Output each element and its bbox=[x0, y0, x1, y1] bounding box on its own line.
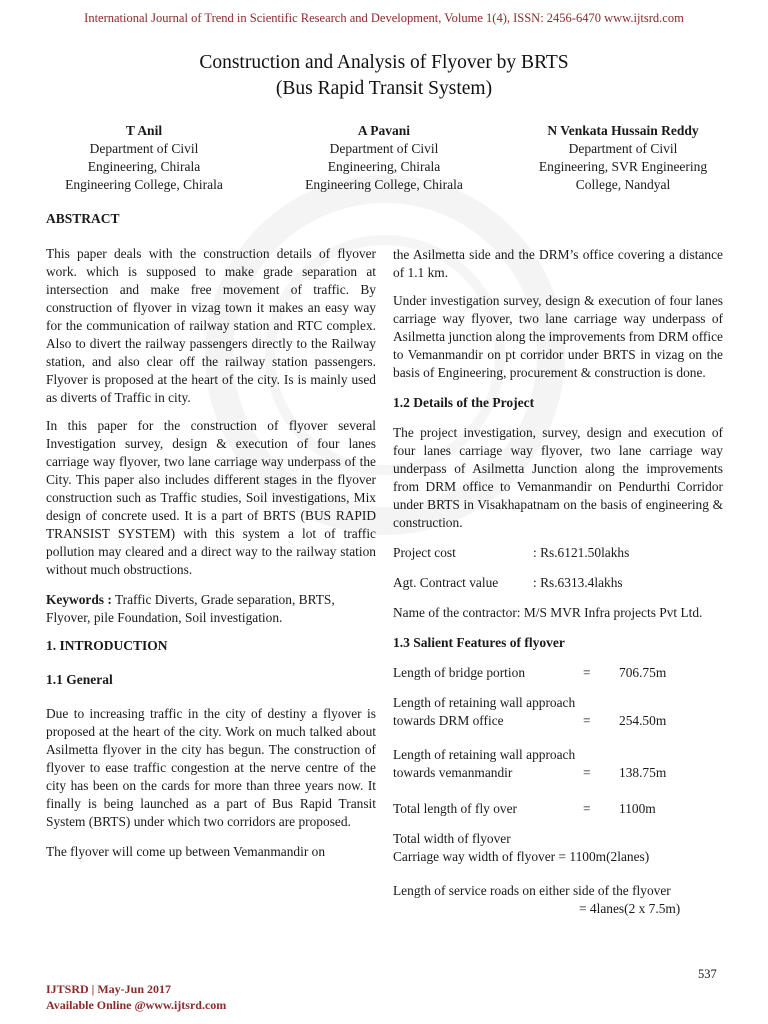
author-affiliation: Department of Civil bbox=[329, 141, 439, 156]
spec-label: Total width of flyover bbox=[393, 831, 511, 846]
right-column bbox=[393, 246, 723, 918]
project-cost-value: : Rs.6121.50lakhs bbox=[533, 545, 630, 560]
author-affiliation: Department of Civil bbox=[89, 141, 199, 156]
keywords-text: Traffic Diverts, Grade separation, BRTS, Flyover, pile Foundation, Soil investigation. bbox=[46, 592, 335, 625]
abstract-paragraph: In this paper for the construction of flyover several Investigation survey, design & execution of four lanes carriage way flyover, two lane carriage way underpass of the City. This paper also includes different stages in the flyover construction such as Traffic studies, Soil investigations, Mix design of concrete used. It is a part of BRTS (BUS RAPID TRANSIST SYSTEM) with this system a lot of traffic pollution may cleared and a direct way to the railway station without much obstructions. bbox=[46, 418, 376, 577]
abstract-paragraph: This paper deals with the construction details of flyover work. which is supposed to make grade separation at intersection and make free movement of traffic. By construction of flyover in vizag town it makes an easy way for the communication of railway station and RTC complex. Also to divert the railway passengers directly to the Railway station, and also clear off the railway station passengers. Flyover is proposed at the heart of the city. Is is mainly used as diverts of Traffic in city. bbox=[46, 246, 376, 405]
contract-value-label: Agt. Contract value bbox=[393, 575, 499, 590]
spec-label: Length of service roads on either side of the flyover bbox=[393, 883, 671, 898]
page-number: 537 bbox=[698, 967, 717, 981]
spec-value: 706.75m bbox=[619, 665, 667, 680]
footer-journal: IJTSRD | May-Jun 2017 bbox=[46, 982, 171, 996]
paper-title bbox=[0, 50, 768, 102]
project-cost-row bbox=[393, 544, 723, 562]
details-paragraph: The project investigation, survey, design and execution of four lanes carriage way flyover, two lane carriage way underpass of Asilmetta Junction along the improvements from DRM office to Vemanmandir on Pendurthi Corridor under BRTS in Visakhapatnam on the basis of engineering & construction. bbox=[393, 425, 723, 530]
body-paragraph: Under investigation survey, design & execution of four lanes carriage way flyover, two lane carriage way underpass of Asilmetta junction along the improvements from DRM office to Vemanmandir on pt corridor under BRTS in vizag on the basis of Engineering, procurement & construction is done. bbox=[393, 293, 723, 380]
spec-label: Total length of fly over bbox=[393, 801, 518, 816]
spec-row-wall-drm bbox=[393, 712, 723, 730]
author-affiliation: Engineering, SVR Engineering bbox=[538, 159, 708, 174]
author-affiliation: Engineering, Chirala bbox=[87, 159, 201, 174]
subsection-heading-general: 1.1 General bbox=[46, 672, 113, 687]
spec-row-total-length bbox=[393, 800, 723, 818]
project-cost-label: Project cost bbox=[393, 545, 456, 560]
author-3 bbox=[508, 122, 738, 194]
spec-label: towards DRM office bbox=[393, 713, 504, 728]
footer-website: Available Online @www.ijtsrd.com bbox=[46, 998, 227, 1012]
spec-label: Length of retaining wall approach bbox=[393, 695, 576, 710]
spec-label: towards vemanmandir bbox=[393, 765, 513, 780]
title-line-1: Construction and Analysis of Flyover by BRTS bbox=[199, 52, 569, 73]
abstract-heading: ABSTRACT bbox=[46, 211, 120, 226]
author-2 bbox=[269, 122, 499, 194]
author-affiliation: College, Nandyal bbox=[575, 177, 671, 192]
general-paragraph: The flyover will come up between Vemanmandir on bbox=[46, 844, 326, 859]
contract-value-value: : Rs.6313.4lakhs bbox=[533, 575, 623, 590]
body-paragraph: the Asilmetta side and the DRM’s office covering a distance of 1.1 km. bbox=[393, 247, 723, 280]
left-column bbox=[46, 210, 376, 861]
author-name: T Anil bbox=[125, 123, 163, 138]
author-affiliation: Department of Civil bbox=[568, 141, 678, 156]
author-name: N Venkata Hussain Reddy bbox=[547, 123, 699, 138]
spec-value: 1100m bbox=[619, 801, 656, 816]
spec-equals: = bbox=[583, 801, 591, 816]
spec-label: Length of retaining wall approach bbox=[393, 747, 576, 762]
footer bbox=[46, 981, 226, 1013]
author-affiliation: Engineering College, Chirala bbox=[65, 177, 223, 192]
spec-value: 254.50m bbox=[619, 713, 667, 728]
general-paragraph: Due to increasing traffic in the city of destiny a flyover is proposed at the heart of the city. Work on much talked about Asilmetta flyover in the city has begun. The construction of flyover to ease traffic congestion at the nerve centre of the city has been on the cards for more than three years now. It finally is being launched as a part of Bus Rapid Transit System (BRTS) under which two corridors are proposed. bbox=[46, 706, 376, 829]
spec-equals: = bbox=[583, 713, 591, 728]
title-line-2: (Bus Rapid Transit System) bbox=[275, 78, 493, 99]
spec-label: Length of bridge portion bbox=[393, 665, 526, 680]
spec-row-carriage-width: Carriage way width of flyover = 1100m(2lanes) bbox=[393, 849, 650, 864]
section-heading-introduction: 1. INTRODUCTION bbox=[46, 638, 168, 653]
author-1 bbox=[29, 122, 259, 194]
contract-value-row bbox=[393, 574, 723, 592]
author-name: A Pavani bbox=[357, 123, 411, 138]
keywords bbox=[46, 591, 376, 627]
spec-value: = 4lanes(2 x 7.5m) bbox=[579, 901, 681, 916]
spec-equals: = bbox=[583, 765, 591, 780]
author-affiliation: Engineering, Chirala bbox=[327, 159, 441, 174]
spec-value: 138.75m bbox=[619, 765, 667, 780]
author-affiliation: Engineering College, Chirala bbox=[305, 177, 463, 192]
subsection-heading-salient: 1.3 Salient Features of flyover bbox=[393, 635, 565, 650]
spec-row-bridge bbox=[393, 664, 723, 682]
keywords-label: Keywords : bbox=[46, 592, 112, 607]
spec-row-wall-vemanmandir bbox=[393, 764, 723, 782]
contractor-name: Name of the contractor: M/S MVR Infra projects Pvt Ltd. bbox=[393, 605, 703, 620]
spec-equals: = bbox=[583, 665, 591, 680]
subsection-heading-details: 1.2 Details of the Project bbox=[393, 395, 535, 410]
journal-header: International Journal of Trend in Scientific Research and Development, Volume 1(4), ISSN: 2456-6470 www.ijtsrd.com bbox=[84, 11, 684, 25]
